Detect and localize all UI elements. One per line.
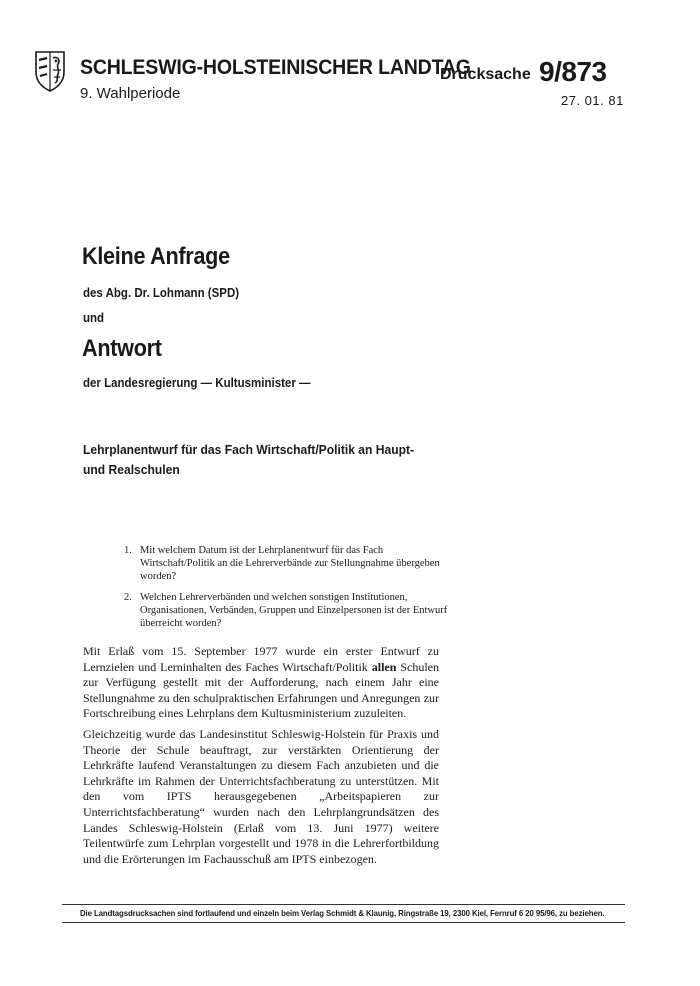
question-item [124, 544, 454, 583]
footer-note: Die Landtagsdrucksachen sind fortlaufend und einzeln beim Verlag Schmidt & Klaunig, Ringstraße 19, 2300 Kiel, Fernruf 6 20 95/96, zu beziehen. [80, 908, 605, 918]
question-text: Mit welchem Datum ist der Lehrplanentwurf für das Fach Wirtschaft/Politik an die Lehrerverbände zur Stellungnahme übergeben worden? [140, 545, 440, 582]
schleswig-holstein-coat-of-arms-icon [34, 50, 66, 92]
inquirer-line: des Abg. Dr. Lohmann (SPD) [83, 286, 240, 300]
inquiry-topic: Lehrplanentwurf für das Fach Wirtschaft/Politik an Haupt- und Realschulen [83, 442, 415, 477]
answer-text: Mit Erlaß vom 15. September 1977 wurde ein erster Entwurf zu Lernzielen und Lerninhalten des Faches Wirtschaft/Politik [83, 644, 439, 674]
question-text: Welchen Lehrerverbänden und welchen sonstigen Institutionen, Organisationen, Verbänden, Gruppen und Einzelpersonen ist der Entwurf überreicht worden? [140, 592, 448, 629]
question-item [124, 591, 454, 630]
drucksache-label: Drucksache [440, 66, 531, 83]
question-number: 1. [124, 545, 132, 556]
answer-text: Schulen zur Verfügung gestellt mit der Aufforderung, nach einem Jahr eine Stellungnahme zu den schulpraktischen Erfahrungen und Anregungen zur Fortschreibung eines Lehrplans dem Kultusministerium zuzuleiten. [83, 659, 439, 721]
heading-kleine-anfrage: Kleine Anfrage [82, 243, 230, 270]
heading-antwort: Antwort [82, 335, 162, 362]
legislative-period: 9. Wahlperiode [80, 85, 181, 102]
footer-rule-bottom [62, 922, 625, 923]
document-date: 27. 01. 81 [561, 93, 624, 108]
answer-body [83, 644, 439, 872]
drucksache-number: 9/873 [539, 56, 607, 87]
responder-line: der Landesregierung — Kultusminister — [83, 376, 311, 390]
answer-paragraph-2: Gleichzeitig wurde das Landesinstitut Schleswig-Holstein für Praxis und Theorie der Schule beauftragt, zur verstärkten Orientierung der Lehrkräfte laufend Veranstaltungen zu diesem Fach anzubieten und die Lehrkräfte im Rahmen der Unterrichtsfachberatung zu unterstützen. Mit den vom IPTS herausgegebenen „Arbeitspapieren zur Unterrichtsfachberatung“ wurden nach den Lehrplangrundsätzen des Landes Schleswig-Holstein (Erlaß vom 13. Juni 1977) weitere Teilentwürfe zum Lehrplan vorgestellt und 1978 in die Lehrerfortbildung und die Erörterungen im Fachausschuß am IPTS einbezogen. [83, 726, 439, 866]
question-number: 2. [124, 592, 132, 603]
footer-rule-top [62, 904, 625, 905]
questions-list [124, 544, 454, 638]
answer-paragraph-1 [83, 644, 439, 722]
parliament-name: SCHLESWIG-HOLSTEINISCHER LANDTAG [80, 56, 471, 79]
conjunction-und: und [83, 311, 105, 325]
answer-emphasis: allen [371, 659, 397, 674]
